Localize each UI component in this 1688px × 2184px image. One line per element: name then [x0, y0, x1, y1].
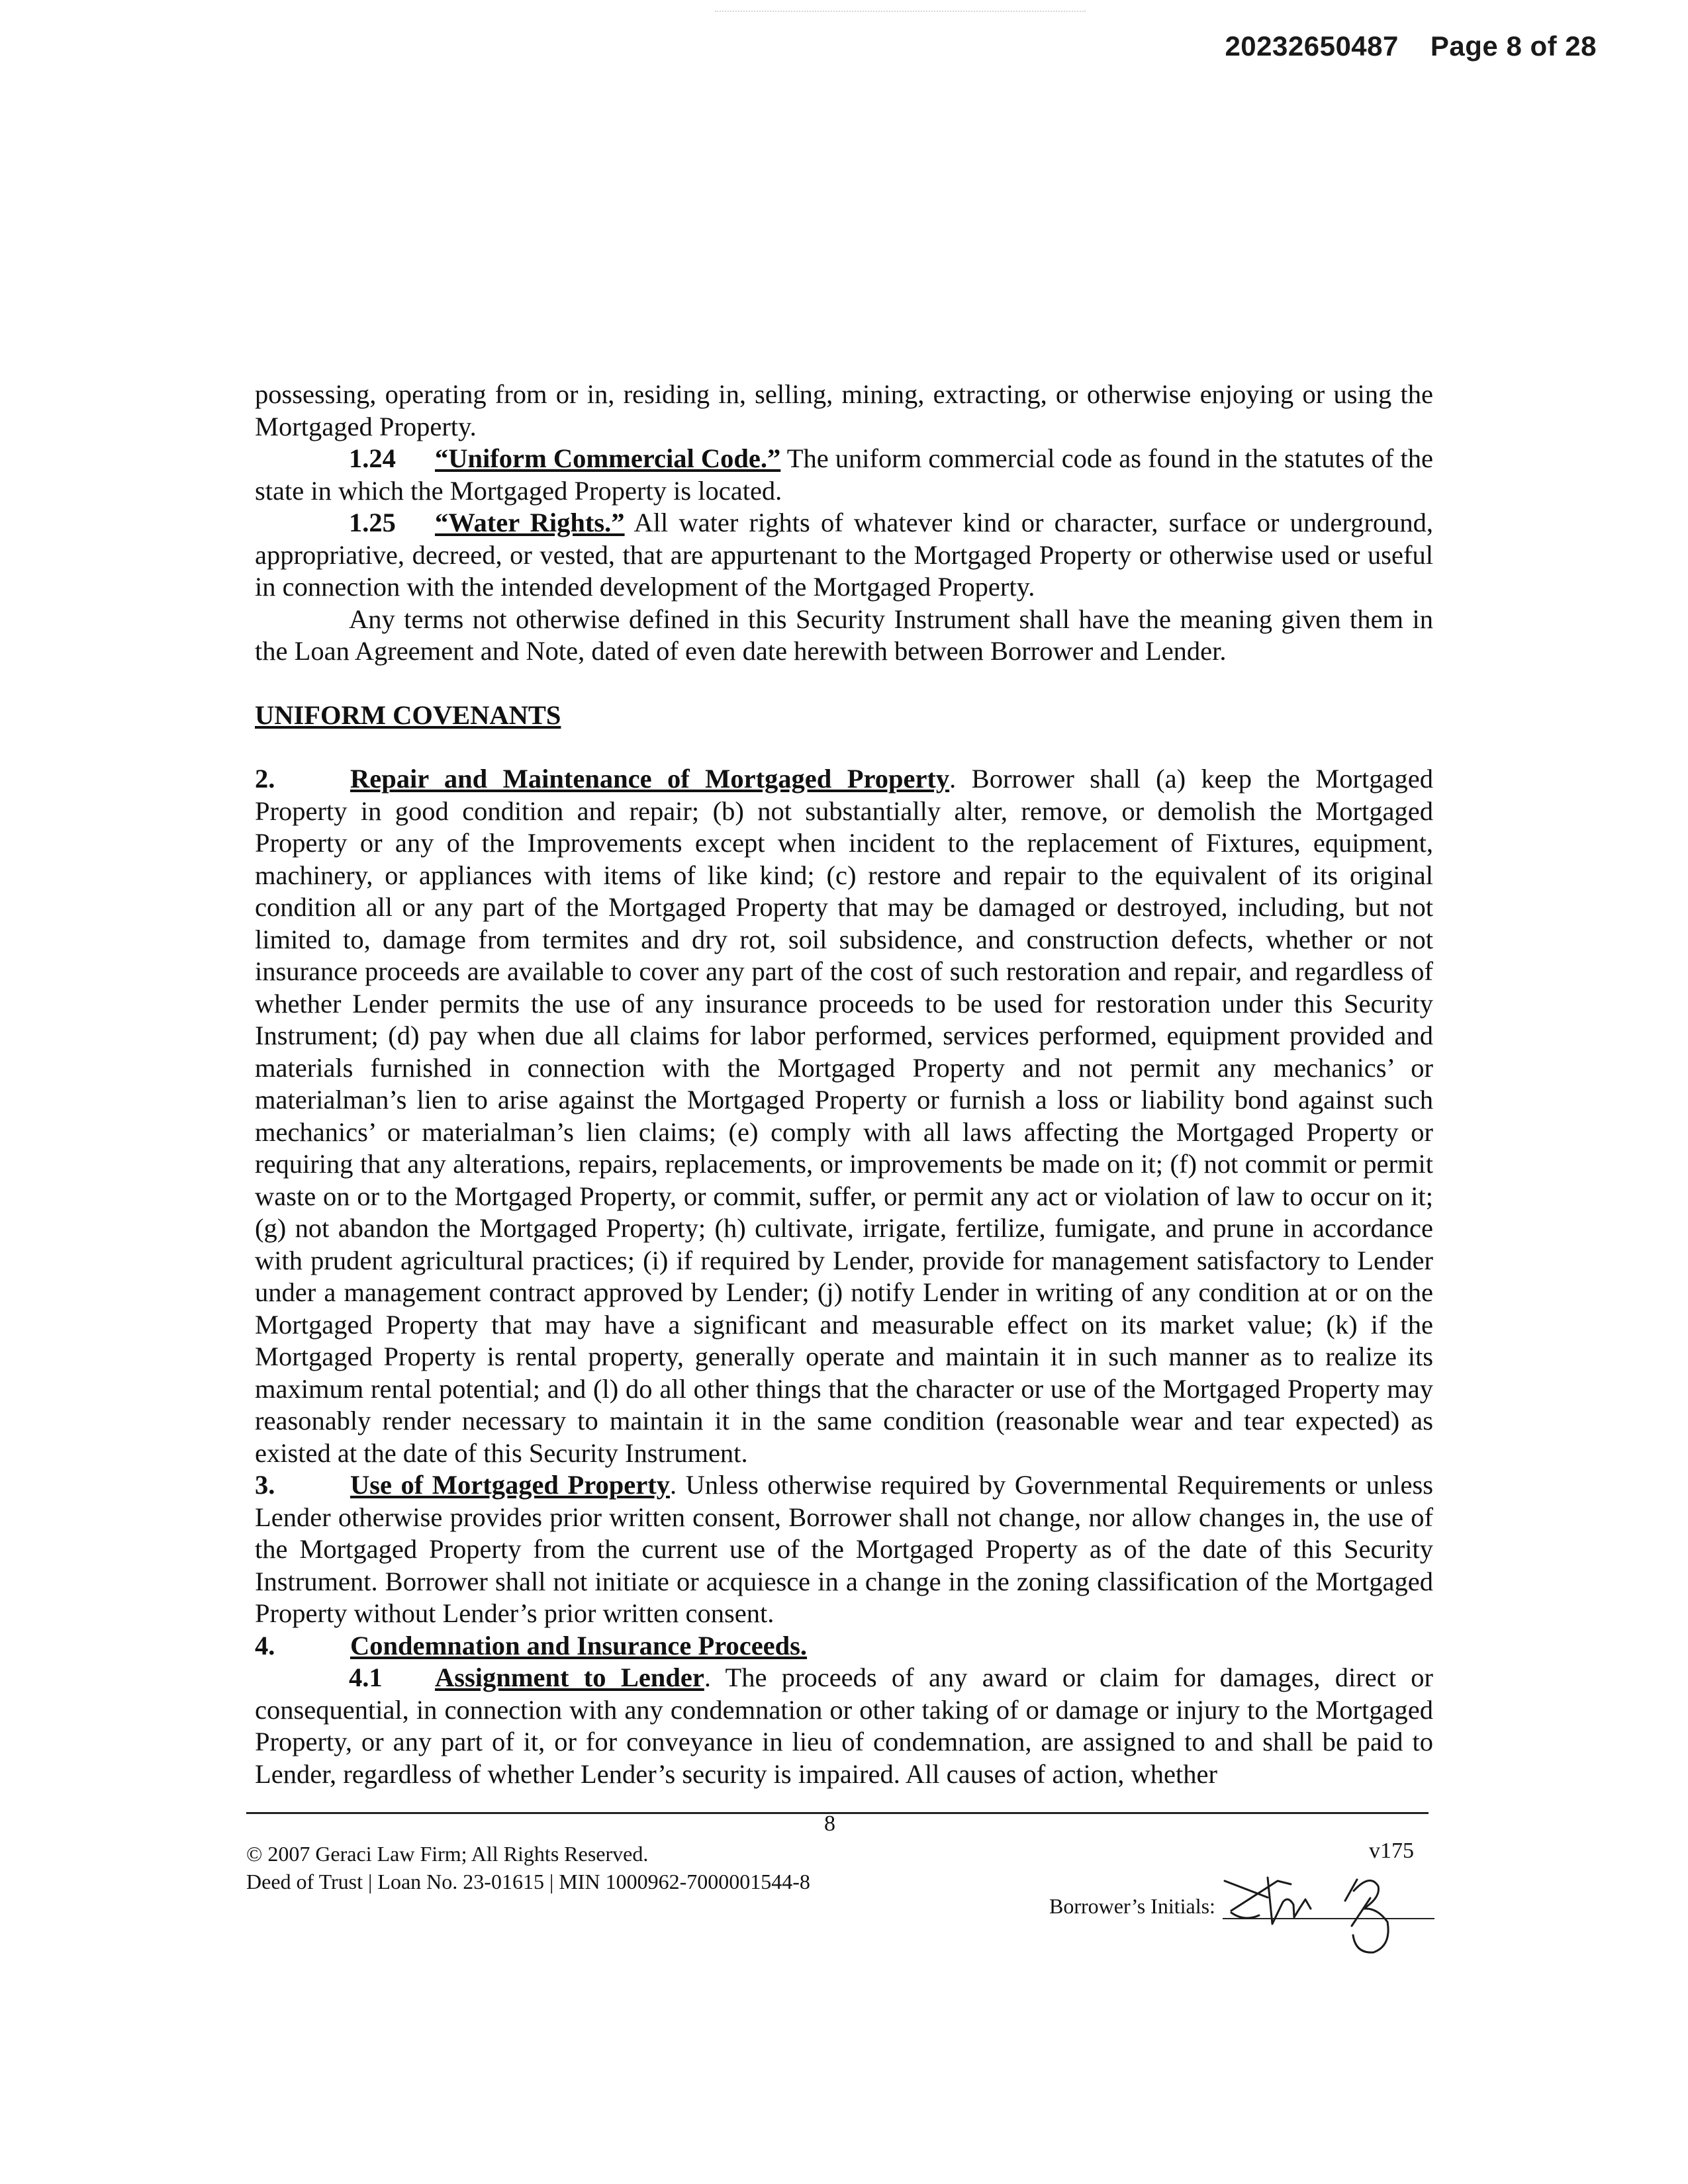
- section-4: [255, 1630, 1433, 1662]
- initials-signature-icon: [1205, 1861, 1430, 1967]
- section-number: 3.: [255, 1470, 275, 1500]
- version-label: v175: [1369, 1839, 1414, 1863]
- section-title: Repair and Maintenance of Mortgaged Property: [350, 764, 950, 794]
- scan-artifact: [715, 11, 1086, 16]
- paragraph-intro: possessing, operating from or in, residing in, selling, mining, extracting, or otherwise enjoying or using the Mortgaged Property.: [255, 379, 1433, 441]
- section-1-24: [255, 443, 1433, 507]
- section-text: . The proceeds of any award or claim for damages, direct or consequential, in connection with any condemnation or other taking of or damage or injury to the Mortgaged Property, or any part of it, or for conveyance in lieu of condemnation, are assigned to and shall be paid to Lender, regardless of whether Lender’s security is impaired. All causes of action, whether: [255, 1662, 1433, 1789]
- section-number: 4.: [255, 1630, 275, 1661]
- page-indicator: Page 8 of 28: [1430, 30, 1597, 62]
- section-2: [255, 763, 1433, 1469]
- section-number: 4.1: [349, 1662, 383, 1692]
- section-number: 2.: [255, 764, 275, 794]
- section-heading: UNIFORM COVENANTS: [255, 700, 561, 730]
- document-body: [255, 379, 1433, 1790]
- section-title: “Water Rights.”: [435, 508, 625, 537]
- section-text: . Unless otherwise required by Governmental Requirements or unless Lender otherwise provides prior written consent, Borrower shall not change, nor allow changes in, the use of the Mortgaged Property from the current use of the Mortgaged Property as of the date of this Security Instrument. Borrower shall not initiate or acquiesce in a change in the zoning classification of the Mortgaged Property without Lender’s prior written consent.: [255, 1470, 1433, 1628]
- page-number: 8: [824, 1811, 835, 1836]
- section-1-25: [255, 507, 1433, 604]
- section-title: Use of Mortgaged Property: [350, 1470, 670, 1500]
- section-number: 1.25: [349, 508, 396, 537]
- section-3: [255, 1469, 1433, 1630]
- section-text: All water rights of whatever kind or character, surface or underground, appropriative, decreed, or vested, that are appurtenant to the Mortgaged Property or otherwise used or useful in connection with the intended development of the Mortgaged Property.: [255, 508, 1434, 602]
- borrower-initials: [1049, 1868, 1433, 1967]
- initials-label: Borrower’s Initials:: [1049, 1894, 1215, 1918]
- recording-stamp: [1225, 30, 1597, 62]
- paragraph-terms: Any terms not otherwise defined in this Security Instrument shall have the meaning given them in the Loan Agreement and Note, dated of even date herewith between Borrower and Lender.: [255, 604, 1433, 666]
- section-title: “Uniform Commercial Code.”: [435, 443, 781, 473]
- document-info: Deed of Trust | Loan No. 23-01615 | MIN 1000962-7000001544-8: [246, 1870, 810, 1893]
- section-4-1: [255, 1662, 1433, 1790]
- section-title: Assignment to Lender: [435, 1662, 704, 1692]
- section-text: The uniform commercial code as found in the statutes of the state in which the Mortgaged Property is located.: [255, 443, 1433, 506]
- section-title: Condemnation and Insurance Proceeds.: [350, 1630, 808, 1661]
- footer-divider: [246, 1812, 1429, 1814]
- section-number: 1.24: [349, 443, 396, 473]
- document-number: 20232650487: [1225, 30, 1399, 62]
- section-text: . Borrower shall (a) keep the Mortgaged Property in good condition and repair; (b) not substantially alter, remove, or demolish the Mortgaged Property or any of the Improvements except when incident to the replacement of Fixtures, equipment, machinery, or appliances with items of like kind; (c) restore and repair to the equivalent of its original condition all or any part of the Mortgaged Property that may be damaged or destroyed, including, but not limited to, damage from termites and dry rot, soil subsidence, and construction defects, whether or not insurance proceeds are available to cover any part of the cost of such restoration and repair, and regardless of whether Lender permits the use of any insurance proceeds to be used for restoration under this Security Instrument; (d) pay when due all claims for labor performed, services performed, equipment provided and materials furnished in connection with the Mortgaged Property and not permit any mechanics’ or materialman’s lien to arise against the Mortgaged Property or furnish a loss or liability bond against such mechanics’ or materialman’s lien claims; (e) comply with all laws affecting the Mortgaged Property or requiring that any alterations, repairs, replacements, or improvements be made on it; (f) not commit or permit waste on or to the Mortgaged Property, or commit, suffer, or permit any act or violation of law to occur on it; (g) not abandon the Mortgaged Property; (h) cultivate, irrigate, fertilize, fumigate, and prune in accordance with prudent agricultural practices; (i) if required by Lender, provide for management satisfactory to Lender under a management contract approved by Lender; (j) notify Lender in writing of any condition at or on the Mortgaged Property that may have a significant and measurable effect on its market value; (k) if the Mortgaged Property is rental property, generally operate and maintain it in such manner as to realize its maximum rental potential; and (l) do all other things that the character or use of the Mortgaged Property may reasonably render necessary to maintain it in the same condition (reasonable wear and tear expected) as existed at the date of this Security Instrument.: [255, 764, 1433, 1468]
- copyright-notice: © 2007 Geraci Law Firm; All Rights Reserved.: [246, 1842, 649, 1866]
- footer-info: [246, 1840, 810, 1895]
